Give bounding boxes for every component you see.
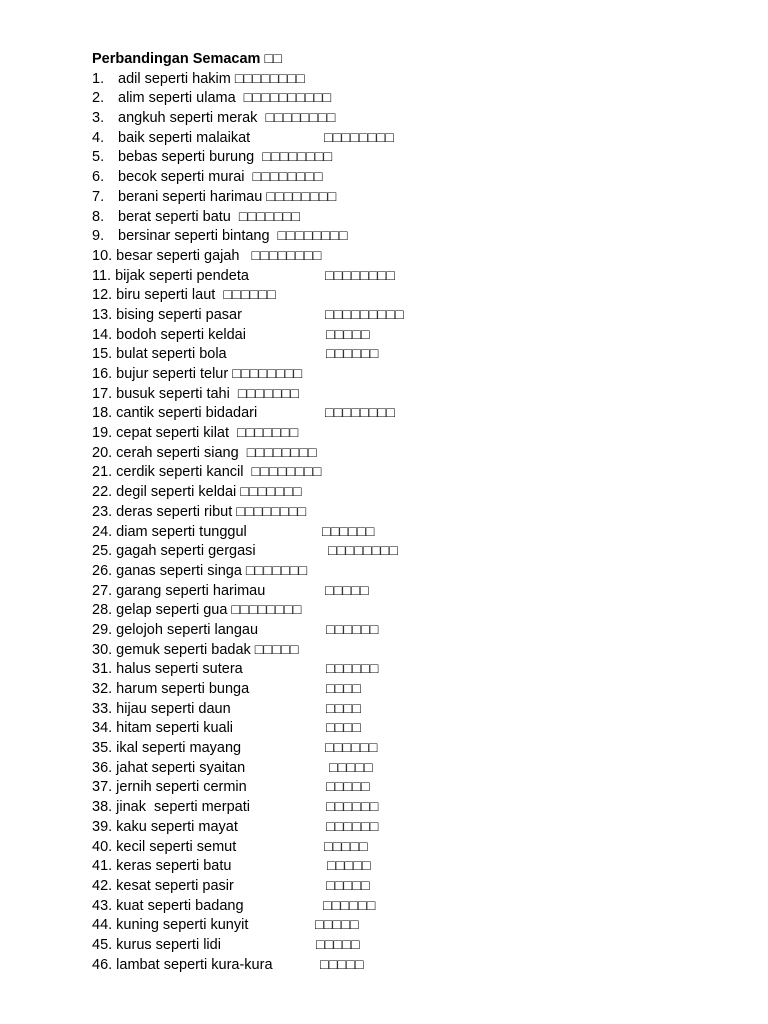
- item-gloss: □□□□□: [320, 956, 364, 973]
- list-item: [92, 877, 732, 897]
- item-phrase: gelojoh seperti langau: [116, 621, 259, 638]
- item-phrase: bebas seperti burung: [118, 149, 255, 166]
- item-number: 41.: [92, 858, 113, 875]
- item-number: 8.: [92, 208, 105, 225]
- item-gloss: □□□□: [326, 700, 362, 717]
- list-item: [92, 70, 732, 90]
- item-gloss: □□□□□: [316, 936, 360, 953]
- list-item: [92, 818, 732, 838]
- item-gloss: □□□□□: [326, 326, 370, 343]
- item-phrase: bijak seperti pendeta: [115, 267, 249, 284]
- item-gloss: □□□□□: [326, 779, 370, 796]
- item-gloss: □□□□□: [324, 838, 368, 855]
- item-phrase: kesat seperti pasir: [116, 877, 234, 894]
- item-number: 39.: [92, 818, 113, 835]
- list-item: [92, 582, 732, 602]
- item-phrase: alim seperti ulama: [118, 90, 236, 107]
- list-item: [92, 936, 732, 956]
- item-phrase: degil seperti keldai: [116, 484, 237, 501]
- item-number: 38.: [92, 799, 113, 816]
- list-item: [92, 463, 732, 483]
- list-item: [92, 857, 732, 877]
- list-item: [92, 601, 732, 621]
- list-item: [92, 680, 732, 700]
- item-gloss: □□□□□: [315, 917, 359, 934]
- item-phrase: baik seperti malaikat: [118, 129, 251, 146]
- item-gloss: □□□□□□: [223, 287, 276, 304]
- item-gloss: □□□□□□: [323, 897, 376, 914]
- item-gloss: □□□□□□□□: [325, 267, 396, 284]
- list-item: [92, 404, 732, 424]
- item-phrase: kuat seperti badang: [116, 897, 244, 914]
- simile-list: [92, 70, 732, 976]
- list-item: [92, 798, 732, 818]
- item-gloss: □□□□□: [254, 641, 299, 658]
- list-item: [92, 89, 732, 109]
- item-number: 22.: [92, 484, 113, 501]
- item-phrase: berani seperti harimau: [118, 188, 263, 205]
- item-phrase: besar seperti gajah: [116, 247, 240, 264]
- item-number: 17.: [92, 385, 113, 402]
- item-gloss: □□□□□: [325, 582, 369, 599]
- item-gloss: □□□□□□: [326, 621, 379, 638]
- item-phrase: becok seperti murai: [118, 169, 245, 186]
- item-gloss: □□□□□□□□□: [325, 306, 404, 323]
- list-item: [92, 916, 732, 936]
- item-phrase: ganas seperti singa: [116, 562, 242, 579]
- list-item: [92, 424, 732, 444]
- item-phrase: garang seperti harimau: [116, 582, 266, 599]
- item-phrase: bulat seperti bola: [116, 346, 227, 363]
- list-item: [92, 109, 732, 129]
- item-number: 43.: [92, 897, 113, 914]
- item-phrase: halus seperti sutera: [116, 661, 243, 678]
- item-number: 40.: [92, 838, 113, 855]
- list-item: [92, 385, 732, 405]
- item-phrase: jernih seperti cermin: [116, 779, 247, 796]
- item-phrase: cerdik seperti kancil: [116, 464, 244, 481]
- item-number: 13.: [92, 306, 113, 323]
- list-item: [92, 188, 732, 208]
- item-phrase: harum seperti bunga: [116, 681, 250, 697]
- list-item: [92, 897, 732, 917]
- item-number: 23.: [92, 503, 113, 520]
- item-phrase: biru seperti laut: [116, 287, 216, 304]
- item-phrase: cerah seperti siang: [116, 444, 239, 461]
- item-phrase: gemuk seperti badak: [116, 641, 251, 658]
- item-phrase: keras seperti batu: [116, 858, 232, 875]
- item-gloss: □□□□□□□□□□: [243, 90, 332, 107]
- item-number: 34.: [92, 720, 113, 737]
- item-number: 32.: [92, 681, 113, 697]
- item-gloss: □□□□□□: [322, 523, 375, 540]
- item-phrase: kuning seperti kunyit: [116, 917, 249, 934]
- item-gloss: □□□□□□□□: [231, 602, 302, 619]
- list-item: [92, 641, 732, 661]
- document-title: [92, 50, 732, 70]
- item-gloss: □□□□□□□□: [246, 444, 317, 461]
- item-phrase: jinak seperti merpati: [116, 799, 250, 816]
- item-gloss: □□□□□□□: [237, 385, 300, 402]
- item-gloss: □□□□□□□□: [232, 366, 303, 382]
- item-phrase: jahat seperti syaitan: [116, 759, 246, 776]
- item-number: 6.: [92, 169, 105, 186]
- list-item: [92, 700, 732, 720]
- item-gloss: □□□□□: [326, 877, 370, 894]
- item-gloss: □□□□□□: [326, 818, 379, 835]
- item-phrase: bersinar seperti bintang: [118, 228, 270, 245]
- item-phrase: angkuh seperti merak: [118, 110, 258, 127]
- list-item: [92, 956, 732, 976]
- item-number: 4.: [92, 129, 105, 146]
- item-number: 30.: [92, 641, 113, 658]
- item-gloss: □□□□□□□□: [325, 405, 396, 422]
- item-gloss: □□□□□□□□: [328, 543, 399, 560]
- item-phrase: diam seperti tunggul: [116, 523, 247, 540]
- item-number: 26.: [92, 562, 113, 579]
- item-phrase: hijau seperti daun: [116, 700, 231, 717]
- title-gloss: □□: [264, 51, 282, 67]
- list-item: [92, 542, 732, 562]
- list-item: [92, 838, 732, 858]
- list-item: [92, 148, 732, 168]
- item-gloss: □□□□□□: [326, 799, 379, 816]
- item-phrase: adil seperti hakim: [118, 70, 231, 87]
- item-phrase: bujur seperti telur: [116, 366, 229, 382]
- item-phrase: busuk seperti tahi: [116, 385, 230, 402]
- item-phrase: bising seperti pasar: [116, 306, 242, 323]
- item-number: 7.: [92, 188, 105, 205]
- list-item: [92, 719, 732, 739]
- item-number: 5.: [92, 149, 105, 166]
- item-phrase: lambat seperti kura-kura: [116, 956, 273, 973]
- item-number: 45.: [92, 936, 113, 953]
- list-item: [92, 660, 732, 680]
- list-item: [92, 267, 732, 287]
- item-gloss: □□□□□: [327, 858, 371, 875]
- item-phrase: gagah seperti gergasi: [116, 543, 256, 560]
- item-gloss: □□□□□□□□: [266, 188, 337, 205]
- item-number: 1.: [92, 70, 105, 87]
- item-phrase: kurus seperti lidi: [116, 936, 221, 953]
- item-number: 31.: [92, 661, 113, 678]
- item-number: 15.: [92, 346, 113, 363]
- item-number: 3.: [92, 110, 105, 127]
- item-number: 12.: [92, 287, 113, 304]
- list-item: [92, 326, 732, 346]
- item-gloss: □□□□□□□: [245, 562, 308, 579]
- item-number: 10.: [92, 247, 113, 264]
- list-item: [92, 129, 732, 149]
- list-item: [92, 286, 732, 306]
- item-number: 11.: [92, 267, 112, 284]
- list-item: [92, 483, 732, 503]
- list-item: [92, 562, 732, 582]
- list-item: [92, 759, 732, 779]
- item-number: 36.: [92, 759, 113, 776]
- item-phrase: berat seperti batu: [118, 208, 231, 225]
- item-gloss: □□□□□□□□: [252, 169, 323, 186]
- item-gloss: □□□□□□□: [238, 208, 301, 225]
- list-item: [92, 208, 732, 228]
- item-phrase: bodoh seperti keldai: [116, 326, 246, 343]
- list-item: [92, 621, 732, 641]
- item-number: 44.: [92, 917, 113, 934]
- item-number: 19.: [92, 425, 113, 442]
- item-number: 16.: [92, 366, 113, 382]
- item-number: 46.: [92, 956, 113, 973]
- list-item: [92, 523, 732, 543]
- list-item: [92, 247, 732, 267]
- item-number: 35.: [92, 740, 113, 757]
- item-gloss: □□□□□□□: [237, 425, 299, 442]
- document-page: [92, 50, 732, 975]
- item-gloss: □□□□□□□□: [251, 247, 322, 264]
- item-phrase: deras seperti ribut: [116, 503, 233, 520]
- item-gloss: □□□□□□□□: [324, 129, 395, 146]
- item-phrase: ikal seperti mayang: [116, 740, 242, 757]
- item-phrase: gelap seperti gua: [116, 602, 228, 619]
- item-gloss: □□□□□□: [326, 346, 379, 363]
- item-gloss: □□□□□□□□: [277, 228, 348, 245]
- list-item: [92, 778, 732, 798]
- title-text: Perbandingan Semacam: [92, 51, 261, 67]
- item-number: 27.: [92, 582, 113, 599]
- list-item: [92, 365, 732, 385]
- item-number: 25.: [92, 543, 113, 560]
- list-item: [92, 503, 732, 523]
- item-phrase: cantik seperti bidadari: [116, 405, 258, 422]
- item-gloss: □□□□□□: [326, 661, 379, 678]
- item-gloss: □□□□□□□□: [234, 70, 305, 87]
- item-phrase: kecil seperti semut: [116, 838, 237, 855]
- item-number: 37.: [92, 779, 113, 796]
- list-item: [92, 345, 732, 365]
- item-number: 20.: [92, 444, 113, 461]
- item-gloss: □□□□□□□□: [265, 110, 336, 127]
- item-number: 24.: [92, 523, 113, 540]
- item-number: 21.: [92, 464, 113, 481]
- item-number: 33.: [92, 700, 113, 717]
- list-item: [92, 306, 732, 326]
- item-gloss: □□□□□□□□: [236, 503, 307, 520]
- item-gloss: □□□□: [326, 720, 362, 737]
- item-gloss: □□□□□□□: [240, 484, 302, 501]
- item-gloss: □□□□□□: [325, 740, 378, 757]
- item-number: 9.: [92, 228, 105, 245]
- item-number: 28.: [92, 602, 113, 619]
- list-item: [92, 168, 732, 188]
- list-item: [92, 739, 732, 759]
- list-item: [92, 444, 732, 464]
- list-item: [92, 227, 732, 247]
- item-gloss: □□□□: [326, 681, 362, 697]
- item-number: 29.: [92, 621, 113, 638]
- item-number: 2.: [92, 90, 105, 107]
- item-number: 42.: [92, 877, 113, 894]
- item-number: 14.: [92, 326, 113, 343]
- item-gloss: □□□□□□□□: [251, 464, 322, 481]
- item-gloss: □□□□□: [329, 759, 373, 776]
- item-phrase: kaku seperti mayat: [116, 818, 238, 835]
- item-gloss: □□□□□□□□: [262, 149, 333, 166]
- item-phrase: cepat seperti kilat: [116, 425, 230, 442]
- item-number: 18.: [92, 405, 113, 422]
- item-phrase: hitam seperti kuali: [116, 720, 234, 737]
